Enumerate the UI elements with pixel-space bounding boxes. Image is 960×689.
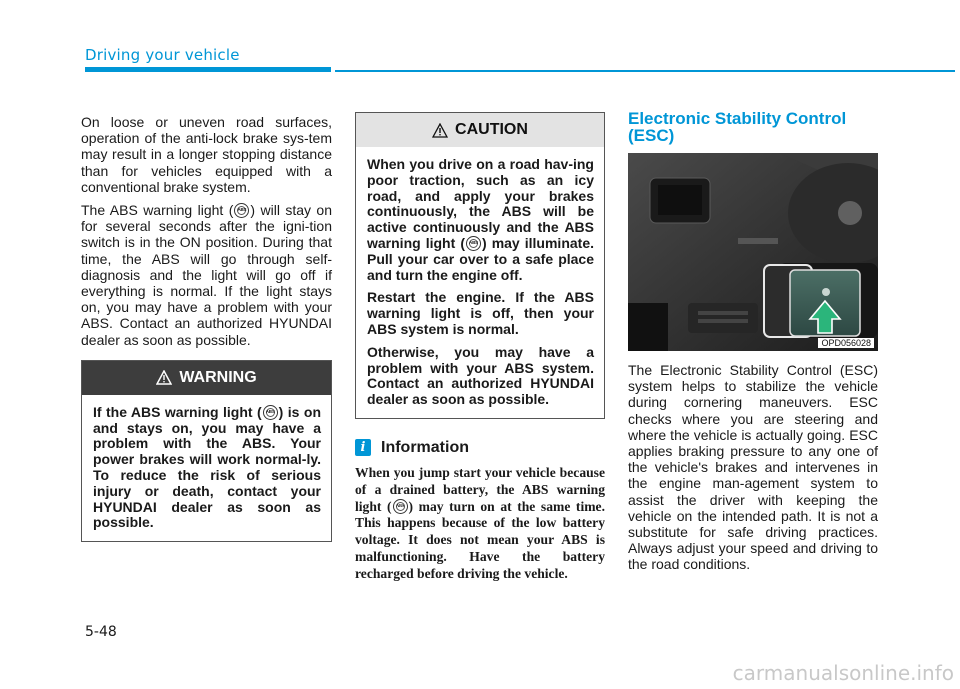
photo-caption: OPD056028: [818, 338, 874, 348]
dashboard-illustration: [628, 153, 878, 351]
information-title: Information: [381, 438, 469, 456]
warning-triangle-icon: [432, 123, 448, 138]
abs-warning-light-icon: ABS: [234, 203, 249, 218]
section-header-title: Driving your vehicle: [85, 46, 240, 64]
caution-paragraph-1: When you drive on a road hav-ing poor traction, such as an icy road, and apply your brakes continuously, the ABS will be active continuously and the ABS warning light ( ABS ) may illuminate. Pull your car over to a safe place and turn the engine off.: [367, 156, 595, 283]
caution-paragraph-2: Restart the engine. If the ABS warning light is off, then your ABS system is normal.: [367, 289, 594, 337]
abs-warning-light-paragraph: The ABS warning light ( ABS ) will stay on for several seconds after the igni-tion switch is in the ON position. During that time, the ABS will go through self-diagnosis and the light will go off if everything is normal. If the light stays on, you may have a problem with your ABS. Contact an authorized HYUNDAI dealer as soon as possible.: [81, 202, 333, 348]
abs-stopping-paragraph: On loose or uneven road surfaces, operation of the anti-lock brake sys-tem may result in a longer stopping distance than for vehicles equipped with a conventional brake system.: [81, 114, 332, 195]
middle-column: [355, 112, 605, 583]
info-icon: i: [355, 439, 371, 456]
warning-title: WARNING: [179, 368, 257, 386]
abs-warning-light-icon: ABS: [393, 499, 408, 514]
abs-warning-light-icon: ABS: [466, 236, 481, 251]
caution-paragraph-3: Otherwise, you may have a problem with your ABS system. Contact an authorized HYUNDAI dealer as soon as possible.: [367, 343, 594, 408]
left-column: [81, 114, 332, 542]
caution-title: CAUTION: [455, 121, 528, 138]
warning-header: [82, 361, 331, 395]
caution-box: [355, 112, 605, 419]
page-number: 5-48: [85, 624, 117, 640]
esc-description: The Electronic Stability Control (ESC) system helps to stabilize the vehicle during cornering maneuvers. ESC checks where you are steering and where the vehicle is actually going. ESC applies braking pressure to any one of the vehicle's brakes and intervenes in the engine man-agement system to assist the driver with keeping the vehicle on the intended path. It is not a substitute for safe driving practices. Always adjust your speed and driving to the road conditions.: [628, 362, 878, 573]
watermark: carmanualsonline.info: [732, 661, 954, 685]
esc-section-title: Electronic Stability Control (ESC): [628, 109, 847, 145]
header-accent-bar: [85, 67, 331, 72]
warning-box: [81, 360, 332, 542]
warning-triangle-icon: [156, 370, 172, 385]
abs-warning-light-icon: ABS: [263, 405, 278, 420]
information-text: When you jump start your vehicle because of a drained battery, the ABS warning light ( ABS ) may turn on at the same time. This happens because of the low battery voltage. It does not mean your ABS is malfunctioning. Have the battery recharged before driving the vehicle.: [355, 464, 605, 581]
header-rule: [335, 70, 955, 72]
warning-text: If the ABS warning light ( ABS ) is on and stays on, you may have a problem with the ABS. Your power brakes will work normal-ly. To reduce the risk of serious injury or death, contact your HYUNDAI dealer as soon as possible.: [93, 403, 321, 531]
esc-button-photo: [628, 153, 878, 351]
caution-header: [356, 113, 604, 147]
right-column: [628, 110, 878, 580]
information-heading: [355, 439, 605, 457]
